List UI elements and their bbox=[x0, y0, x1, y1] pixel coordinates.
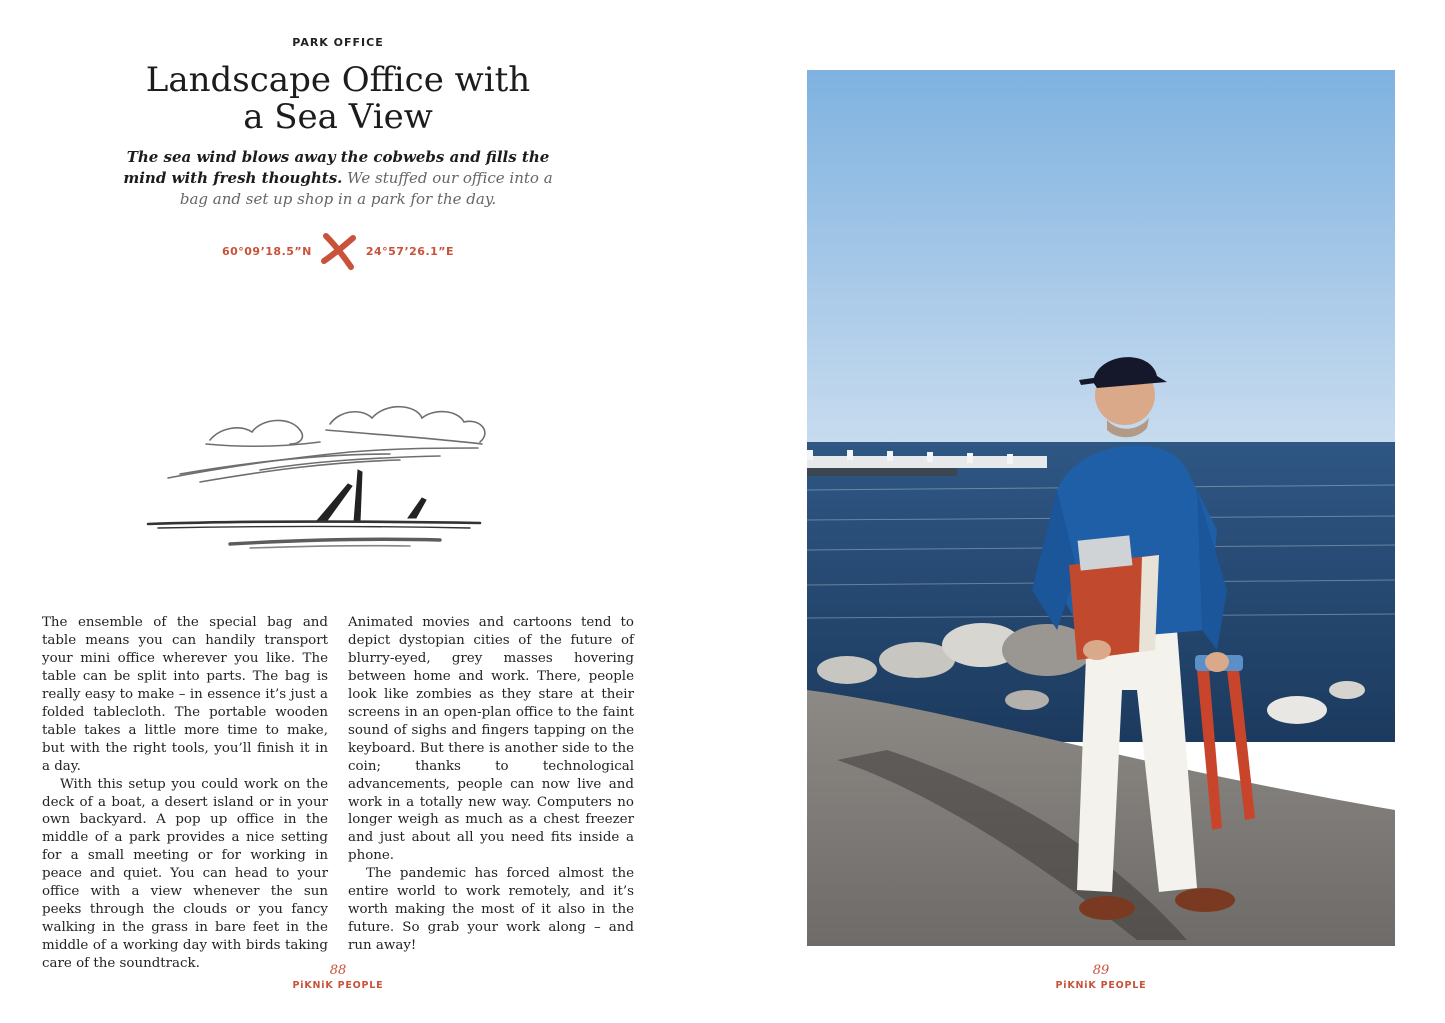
title-line-2: a Sea View bbox=[243, 97, 433, 137]
body-paragraph: Animated movies and cartoons tend to depict dystopian cities of the future of blurry-eyed, grey masses hovering between home and work. There, people look like zombies as they stare at their screens in an open-plan office to the faint sound of sighs and fingers tapping on the keyboard. But there is another side to the coin; thanks to technological advancements, people can now live and work in a totally new way. Computers no longer weigh as much as a chest freezer and just about all you need fits inside a phone. bbox=[348, 615, 634, 864]
folio-right bbox=[1001, 963, 1201, 991]
sailboat-sketch-illustration bbox=[140, 388, 520, 558]
coordinates bbox=[42, 232, 634, 270]
body-paragraph: The ensemble of the special bag and table means you can handily transport your mini office wherever you like. The table can be split into parts. The bag is really easy to make – in essence it’s just a folded tablecloth. The portable wooden table takes a little more time to make, but with the right tools, you’ll finish it in a day. bbox=[42, 615, 328, 774]
cross-mark-icon bbox=[320, 232, 358, 270]
section-label: PARK OFFICE bbox=[292, 36, 384, 49]
portrait-photo bbox=[807, 70, 1395, 946]
page-number: 89 bbox=[1092, 963, 1110, 978]
seaside-man-photo bbox=[807, 70, 1395, 946]
article-title bbox=[42, 62, 634, 136]
intro-rest: We stuffed our office into a bag and set up shop in a park for the day. bbox=[179, 169, 553, 208]
body-column-1 bbox=[42, 614, 328, 973]
title-line-1: Landscape Office with bbox=[145, 60, 531, 100]
publication-name: PiKNiK PEOPLE bbox=[1055, 980, 1147, 991]
intro-bold: The sea wind blows away the cobwebs and fills the mind with fresh thoughts. bbox=[123, 148, 550, 187]
right-page bbox=[722, 0, 1445, 1023]
left-page bbox=[0, 0, 722, 1023]
article-body bbox=[42, 614, 634, 973]
folio-left bbox=[238, 963, 438, 991]
publication-name: PiKNiK PEOPLE bbox=[292, 980, 384, 991]
body-column-2 bbox=[348, 614, 634, 973]
body-paragraph: With this setup you could work on the deck of a boat, a desert island or in your own backyard. A pop up office in the middle of a park provides a nice setting for a small meeting or for working in peace and quiet. You can head to your office with a view whenever the sun peeks through the clouds or you fancy walking in the grass in bare feet in the middle of a working day with birds taking care of the soundtrack. bbox=[42, 776, 328, 972]
page-number: 88 bbox=[329, 963, 347, 978]
intro-paragraph bbox=[110, 147, 566, 210]
coordinate-east: 24°57’26.1”E bbox=[365, 244, 455, 258]
coordinate-north: 60°09’18.5”N bbox=[221, 244, 312, 258]
body-paragraph: The pandemic has forced almost the entire world to work remotely, and it’s worth making the most of it also in the future. So grab your work along – and run away! bbox=[348, 866, 634, 954]
